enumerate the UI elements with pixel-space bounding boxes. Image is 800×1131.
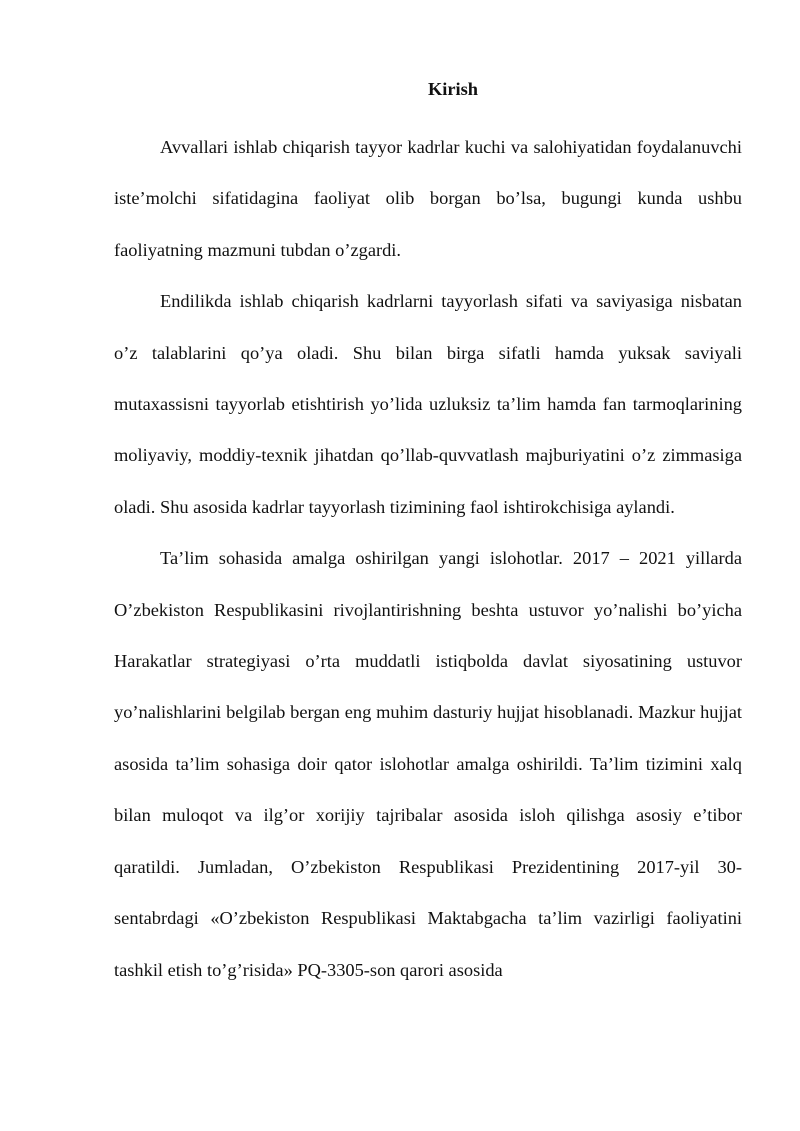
paragraph-2: Endilikda ishlab chiqarish kadrlarni tayyorlash sifati va saviyasiga nisbatan o’z talablarini qo’ya oladi. Shu bilan birga sifatli hamda yuksak saviyali mutaxassisni tayyorlab etishtirish yo’lida uzluksiz ta’lim hamda fan tarmoqlarining moliyaviy, moddiy-texnik jihatdan qo’llab-quvvatlash majburiyatini o’z zimmasiga oladi. Shu asosida kadrlar tayyorlash tizimining faol ishtirokchisiga aylandi. — [114, 291, 742, 517]
document-page — [114, 72, 742, 996]
document-title: Kirish — [427, 79, 479, 99]
paragraph-3: Ta’lim sohasida amalga oshirilgan yangi islohotlar. 2017 – 2021 yillarda O’zbekiston Respublikasini rivojlantirishning beshta ustuvor yo’nalishi bo’yicha Harakatlar strategiyasi o’rta muddatli istiqbolda davlat siyosatining ustuvor yo’nalishlarini belgilab bergan eng muhim dasturiy hujjat hisoblanadi. Mazkur hujjat asosida ta’lim sohasiga doir qator islohotlar amalga oshirildi. Ta’lim tizimini xalq bilan muloqot va ilg’or xorijiy tajribalar asosida isloh qilishga asosiy e’tibor qaratildi. Jumladan, O’zbekiston Respublikasi Prezidentining 2017-yil 30-sentabrdagi «O’zbekiston Respublikasi Maktabgacha ta’lim vazirligi faoliyatini tashkil etish to’g’risida» PQ-3305-son qarori asosida — [114, 548, 742, 980]
paragraph-1: Avvallari ishlab chiqarish tayyor kadrlar kuchi va salohiyatidan foydalanuvchi iste’molchi sifatidagina faoliyat olib borgan bo’lsa, bugungi kunda ushbu faoliyatning mazmuni tubdan o’zgardi. — [114, 137, 742, 260]
